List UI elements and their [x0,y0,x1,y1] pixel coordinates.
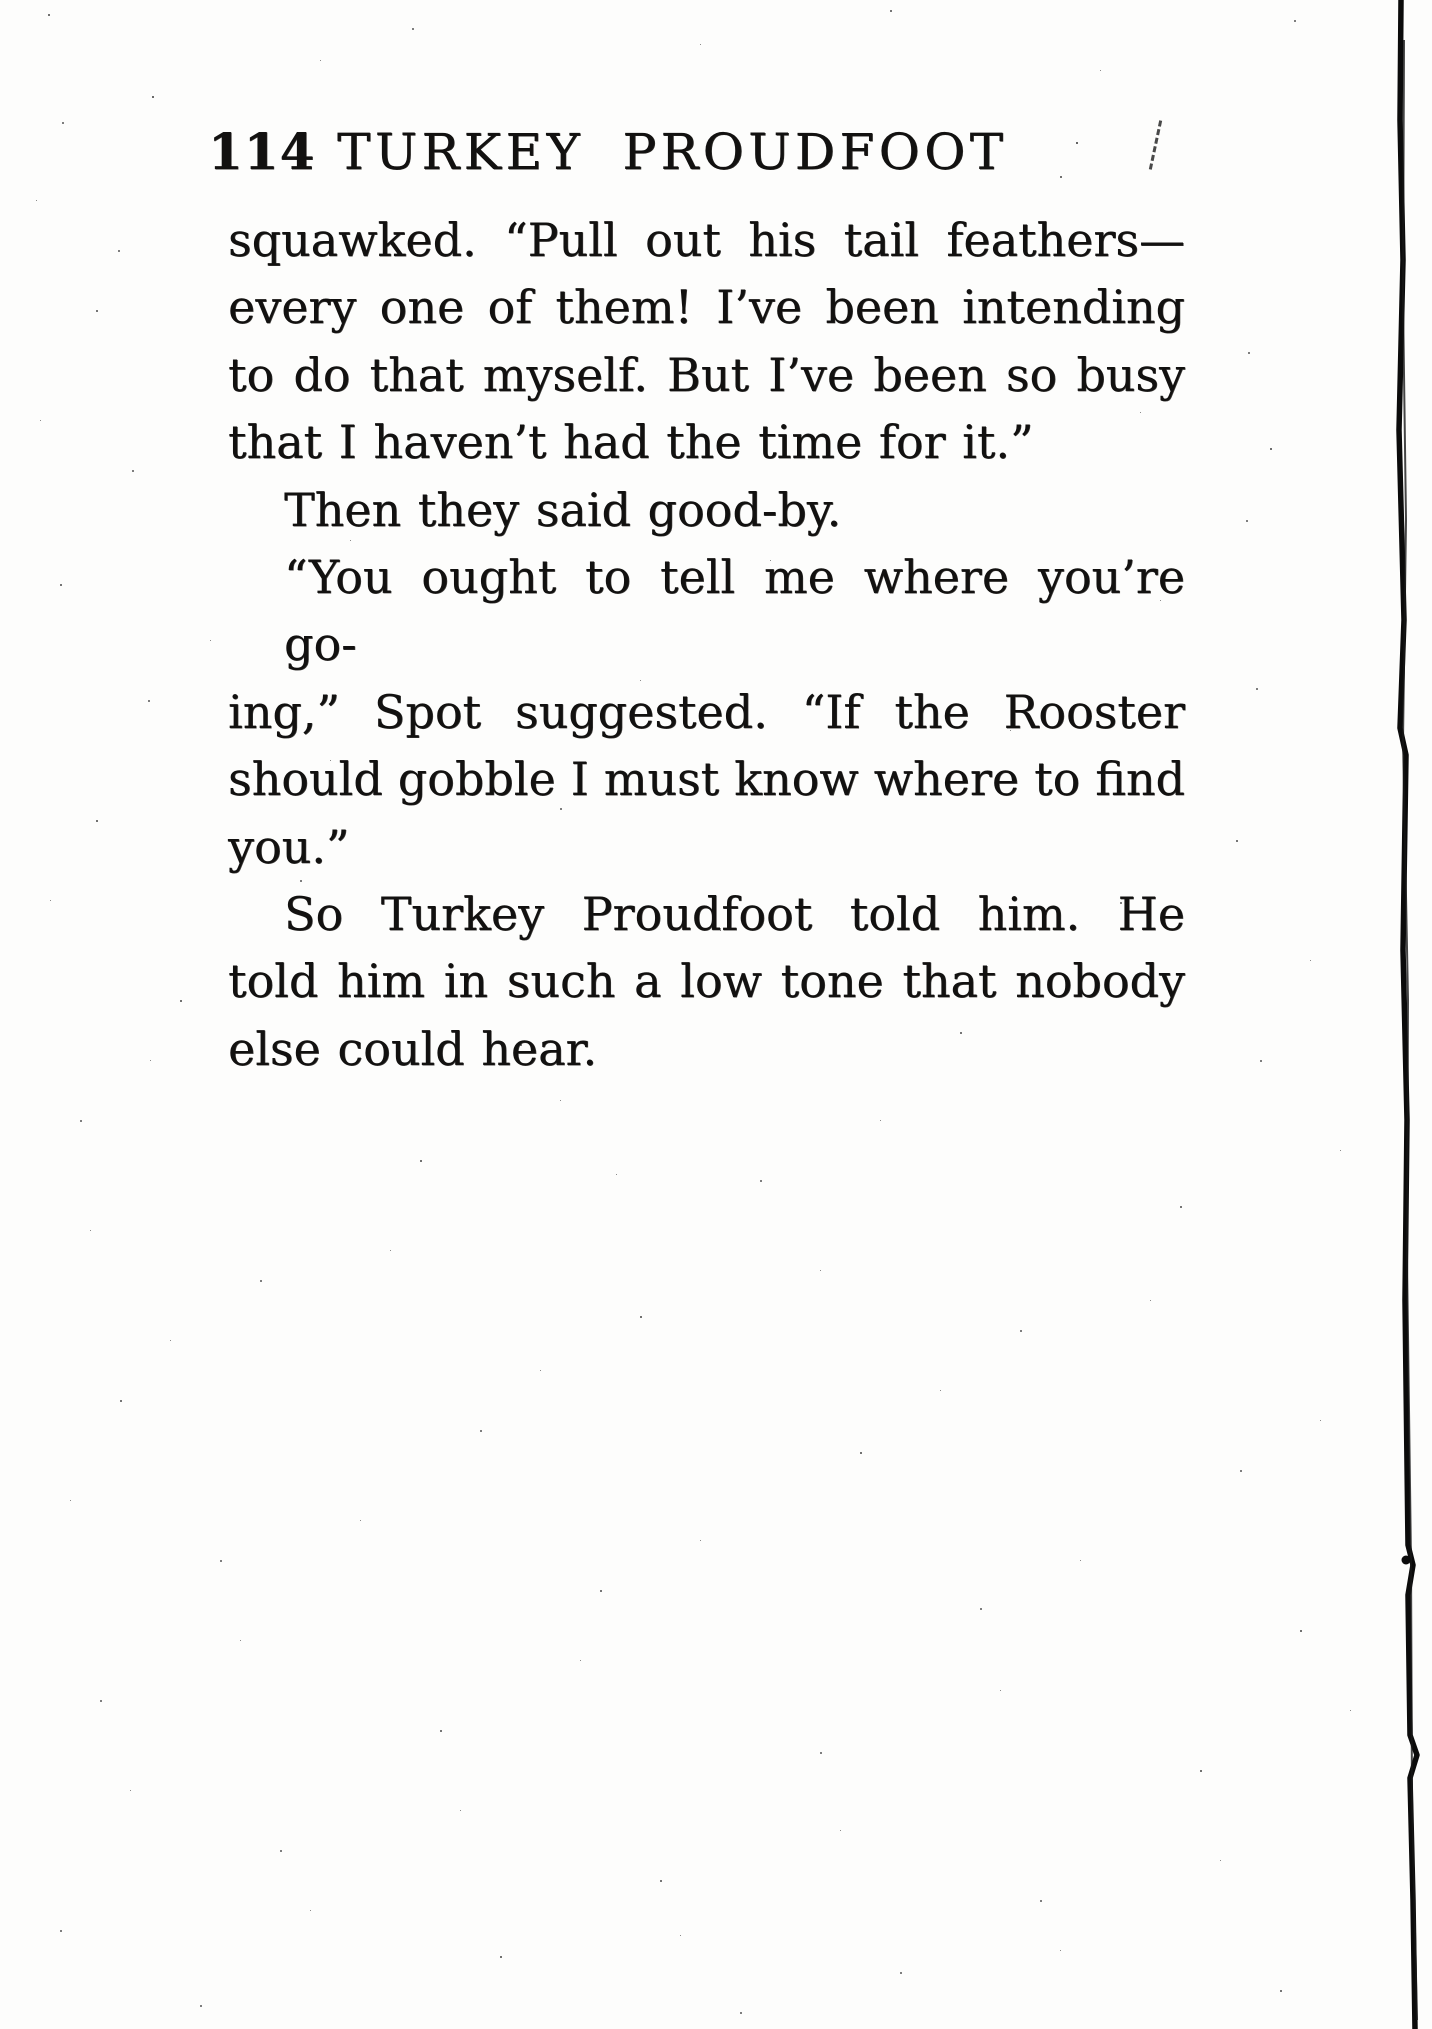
text-line: you.” [228,819,350,874]
text-line: every one of them! I’ve been intending [228,280,1185,335]
text-line: “You ought to tell me where you’re go- [284,550,1185,672]
page-text [228,207,1185,1083]
text-line: else could hear. [228,1021,598,1076]
text-line: should gobble I must know where to find [228,752,1185,807]
page-header [208,122,1008,181]
text-line: So Turkey Proudfoot told him. He [284,887,1185,942]
running-title: TURKEY PROUDFOOT [337,123,1008,181]
text-line: to do that myself. But I’ve been so busy [228,347,1185,402]
text-line: that I haven’t had the time for it.” [228,415,1034,470]
text-line: squawked. “Pull out his tail feathers— [228,213,1185,267]
text-line: Then they said good-by. [284,482,842,537]
text-line: ing,” Spot suggested. “If the Rooster [228,684,1185,739]
text-line: told him in such a low tone that nobody [228,954,1185,1009]
page-number: 114 [208,122,316,181]
scan-noise-speckles-fine [0,0,1,1]
stray-slash-mark [1149,120,1162,170]
